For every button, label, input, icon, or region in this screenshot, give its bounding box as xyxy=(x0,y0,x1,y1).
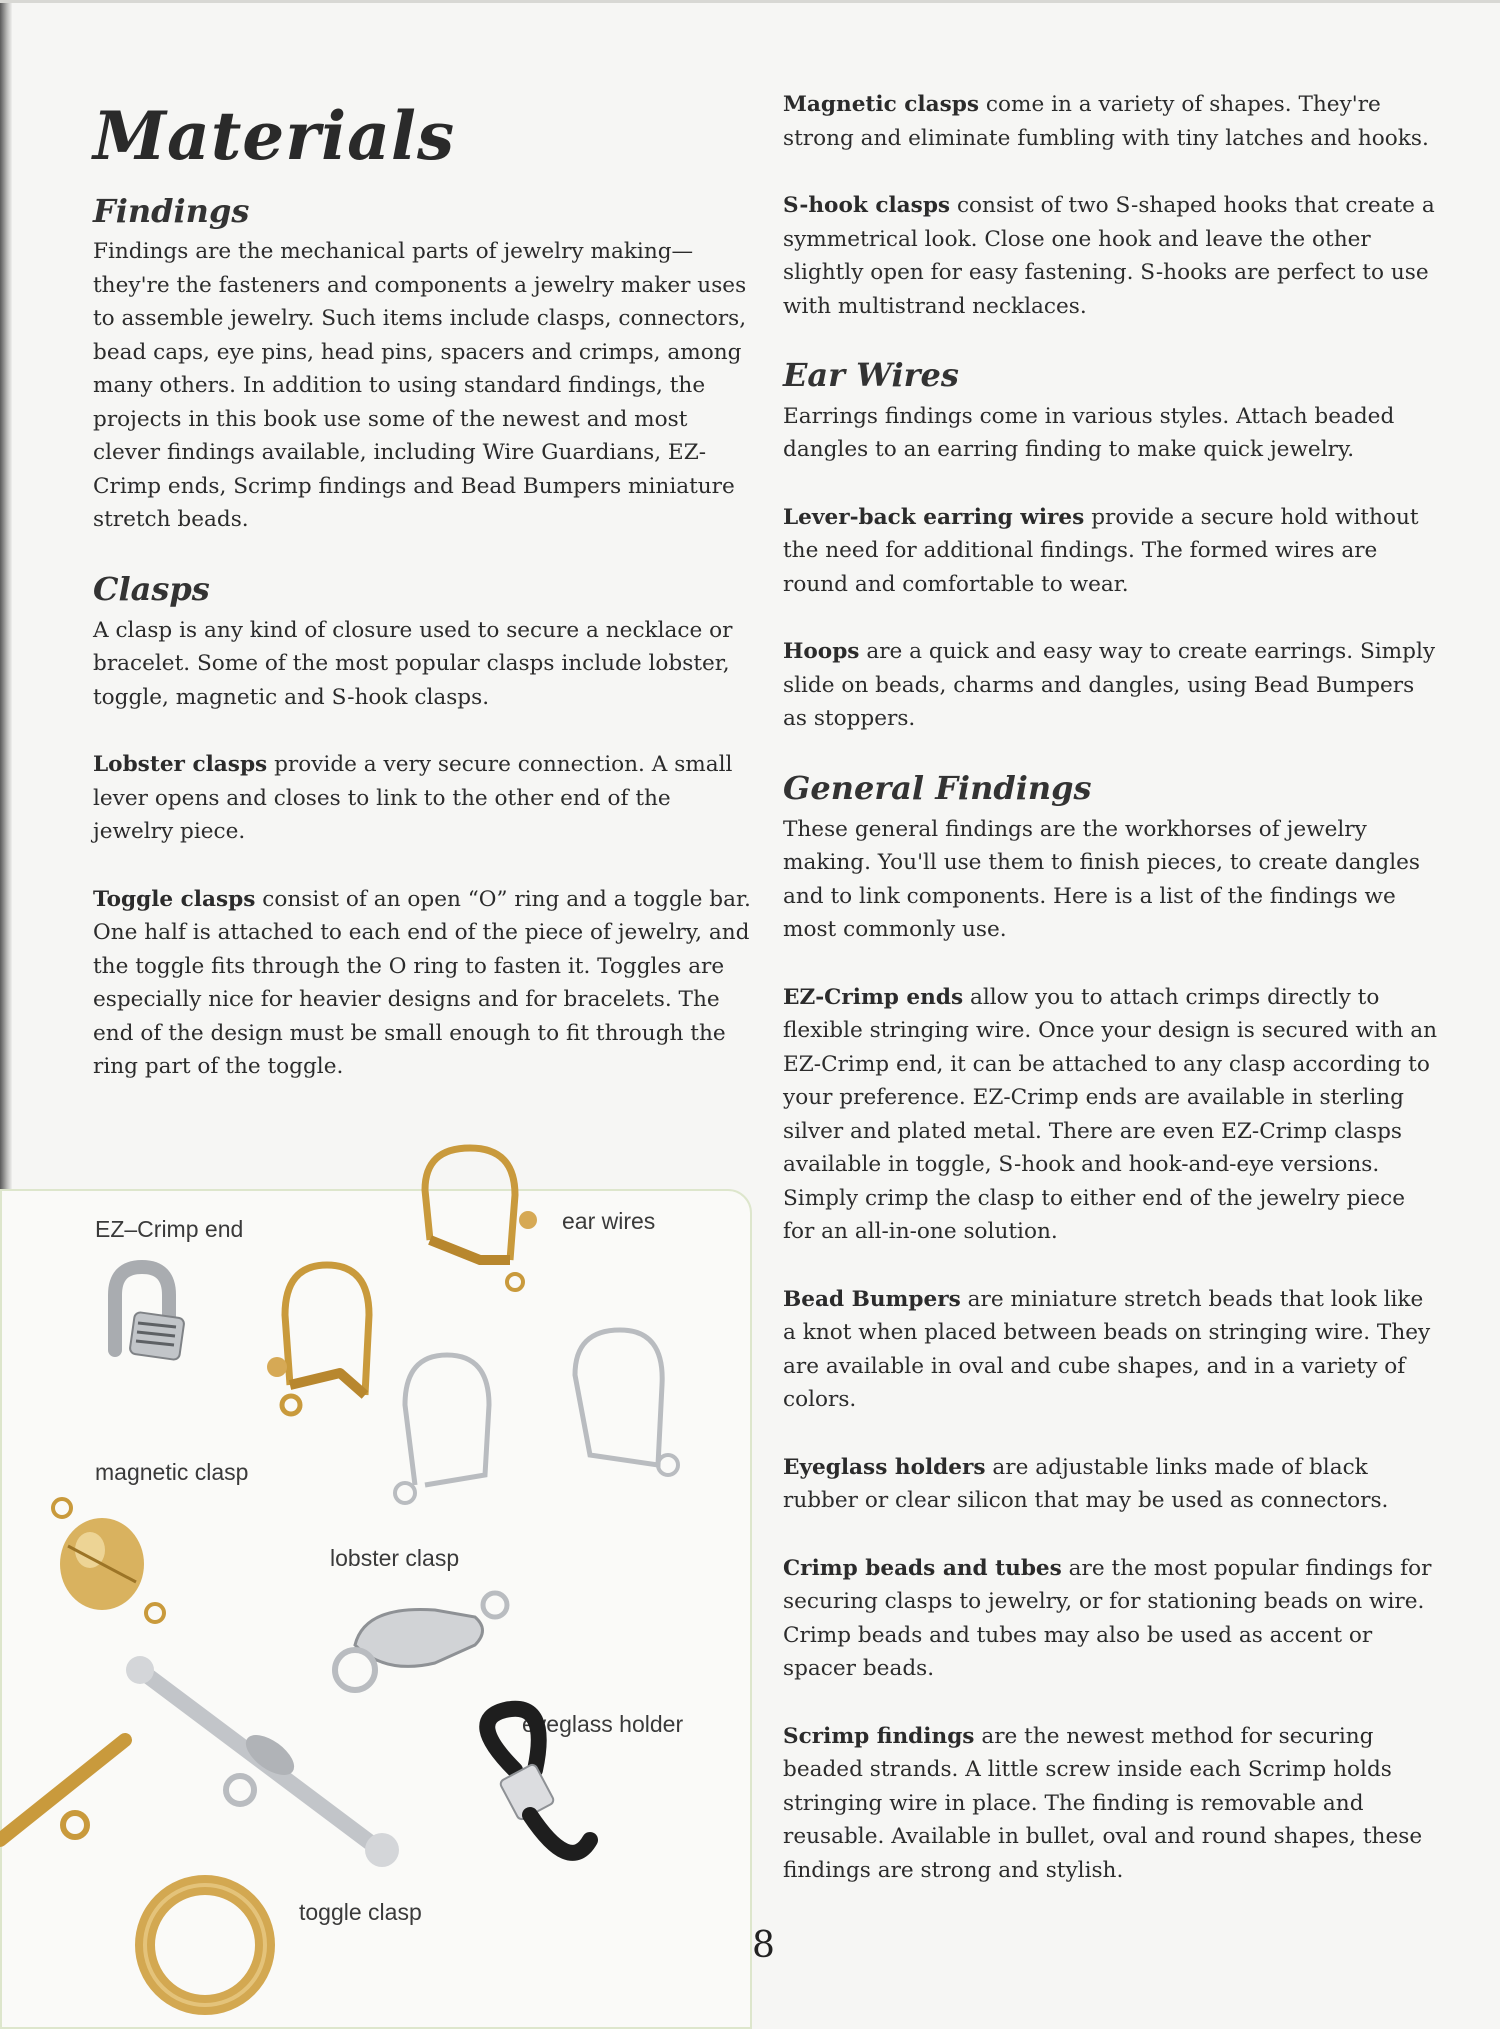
scrimp-findings-text: are the newest method for securing beaded strands. A little screw inside each Scrimp holds stringing wire in place. The finding is removable and reusable. Available in bullet, oval and round shapes, these findings are strong and stylish. xyxy=(783,1723,1423,1883)
left-column xyxy=(93,97,755,1118)
magnetic-clasps-term: Magnetic clasps xyxy=(783,92,980,117)
eyeglass-holders-term: Eyeglass holders xyxy=(783,1454,986,1480)
bead-bumpers-term: Bead Bumpers xyxy=(783,1286,961,1312)
hoops-term: Hoops xyxy=(783,639,860,665)
ez-crimp-label: EZ–Crimp end xyxy=(95,1216,244,1242)
lobster-clasps-text: provide a very secure connection. A small lever opens and closes to link to the other end of the jewelry piece. xyxy=(93,752,733,845)
gold-toggle-ring-image xyxy=(120,1865,290,2025)
crimp-beads-text: are the most popular findings for securing clasps to jewelry, or for stationing beads on wire. Crimp beads and tubes may also be used as accent or spacer beads. xyxy=(783,1555,1432,1682)
lobster-clasps-paragraph xyxy=(93,748,755,849)
crimp-beads-term: Crimp beads and tubes xyxy=(783,1555,1062,1581)
findings-heading: Findings xyxy=(93,191,250,230)
ez-crimp-paragraph xyxy=(783,981,1443,1249)
toggle-clasp-label: toggle clasp xyxy=(299,1899,422,1925)
lever-back-term: Lever-back earring wires xyxy=(783,504,1085,530)
ear-wires-intro-paragraph: Earrings findings come in various styles. Attach beaded dangles to an earring finding to make quick jewelry. xyxy=(783,403,1395,463)
magnetic-clasps-paragraph xyxy=(783,88,1443,155)
ear-wires-heading: Ear Wires xyxy=(783,356,959,394)
eyeglass-holders-text: are adjustable links made of black rubber or clear silicon that may be used as connectors. xyxy=(783,1454,1389,1514)
scrimp-findings-paragraph xyxy=(783,1720,1443,1888)
scrimp-findings-term: Scrimp findings xyxy=(783,1723,975,1749)
s-hook-clasps-paragraph xyxy=(783,189,1443,323)
magnetic-clasp-image xyxy=(40,1490,180,1640)
lobster-clasps-term: Lobster clasps xyxy=(93,752,268,778)
lever-back-paragraph xyxy=(783,501,1443,602)
bead-bumpers-text: are miniature stretch beads that look like a knot when placed between beads on stringing wire. They are available in oval and cube shapes, and in a variety of colors. xyxy=(783,1286,1431,1413)
s-hook-clasps-text: consist of two S-shaped hooks that create a symmetrical look. Close one hook and leave the other slightly open for easy fastening. S-hooks are perfect to use with multistrand necklaces. xyxy=(783,193,1435,319)
hoops-text: are a quick and easy way to create earrings. Simply slide on beads, charms and dangles, using Bead Bumpers as stoppers. xyxy=(783,639,1436,732)
silver-earwire-right-image xyxy=(550,1315,690,1515)
general-findings-intro-paragraph: These general findings are the workhorses of jewelry making. You'll use them to finish pieces, to create dangles and to link components. Here is a list of the findings we most commonly use. xyxy=(783,816,1420,943)
bead-bumpers-paragraph xyxy=(783,1283,1443,1417)
page-number: 8 xyxy=(752,1925,775,1966)
findings-paragraph: Findings are the mechanical parts of jewelry making—they're the fasteners and components a jewelry maker uses to assemble jewelry. Such items include clasps, connectors, bead caps, eye pins, head pins, spacers and crimps, among many others. In addition to using standard findings, the projects in this book use some of the newest and most clever findings available, including Wire Guardians, EZ-Crimp ends, Scrimp findings and Bead Bumpers miniature stretch beads. xyxy=(93,239,747,533)
lever-back-text: provide a secure hold without the need for additional findings. The formed wires are round and comfortable to wear. xyxy=(783,504,1419,597)
right-column xyxy=(783,88,1443,1921)
silver-earwire-left-image xyxy=(375,1325,515,1525)
silver-toggle-bar-image xyxy=(120,1650,410,1890)
eyeglass-holder-image xyxy=(455,1700,615,1880)
general-findings-heading: General Findings xyxy=(783,768,1092,807)
toggle-clasps-term: Toggle clasps xyxy=(93,886,256,912)
lobster-clasp-label: lobster clasp xyxy=(330,1545,460,1571)
clasps-intro-paragraph: A clasp is any kind of closure used to secure a necklace or bracelet. Some of the most popular clasps include lobster, toggle, magnetic and S-hook clasps. xyxy=(93,617,733,710)
eyeglass-holder-label: eyeglass holder xyxy=(522,1711,684,1737)
crimp-beads-paragraph xyxy=(783,1552,1443,1686)
gold-toggle-bar-image xyxy=(0,1730,150,1850)
toggle-clasps-paragraph xyxy=(93,883,755,1084)
ez-crimp-text: allow you to attach crimps directly to flexible stringing wire. Once your design is secured with an EZ-Crimp end, it can be attached to any clasp according to your preference. EZ-Crimp ends are available in sterling silver and plated metal. There are even EZ-Crimp clasps available in toggle, S-hook and hook-and-eye versions. Simply crimp the clasp to either end of the jewelry piece for an all-in-one solution. xyxy=(783,984,1438,1245)
ez-crimp-term: EZ-Crimp ends xyxy=(783,984,964,1010)
page-top-edge xyxy=(0,0,1500,3)
magnetic-clasps-text: come in a variety of shapes. They're strong and eliminate fumbling with tiny latches and hooks. xyxy=(783,92,1429,151)
s-hook-clasps-term: S-hook clasps xyxy=(783,193,951,218)
magnetic-clasp-label: magnetic clasp xyxy=(95,1459,249,1485)
eyeglass-holders-paragraph xyxy=(783,1451,1443,1518)
page-title: Materials xyxy=(93,97,456,175)
gold-earwire-top-image xyxy=(410,1140,570,1310)
clasps-heading: Clasps xyxy=(93,569,210,608)
hoops-paragraph xyxy=(783,635,1443,736)
ez-crimp-end-image xyxy=(80,1255,210,1375)
ear-wires-label: ear wires xyxy=(562,1208,656,1234)
toggle-clasps-text: consist of an open “O” ring and a toggle bar. One half is attached to each end of the piece of jewelry, and the toggle fits through the O ring to fasten it. Toggles are especially nice for heavier designs and for bracelets. The end of the design must be small enough to fit through the ring part of the toggle. xyxy=(93,886,751,1080)
